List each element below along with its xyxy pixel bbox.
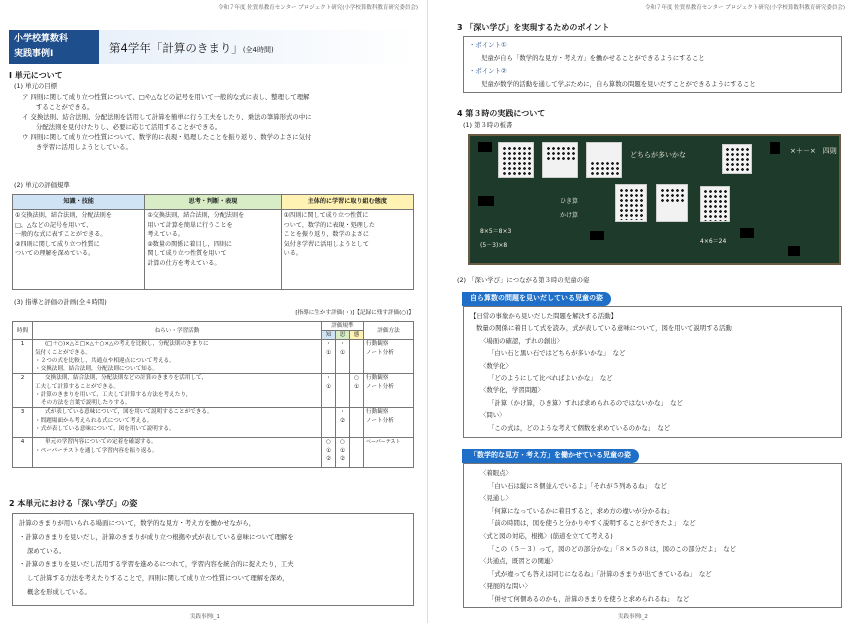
goal-line: き学習に活用しようとしている。 bbox=[36, 143, 132, 151]
plan-shi bbox=[336, 374, 350, 408]
section-4-heading: 4 第３時の実践について bbox=[457, 109, 546, 118]
plan-ki: ・ ① bbox=[322, 374, 336, 408]
stone-grid bbox=[615, 184, 647, 222]
blackboard-photo bbox=[468, 134, 841, 265]
deep-line: 概念を形成している。 bbox=[27, 587, 91, 596]
box-line: 〈数学化〉 bbox=[480, 361, 512, 370]
plan-header-method: 評価方法 bbox=[364, 322, 414, 340]
tag-line1: 小学校算数科 bbox=[14, 34, 69, 44]
plan-line: 工夫して計算することができる。 bbox=[35, 383, 119, 390]
goal-line: 分配法則を見付けたりし、必要に応じて活用することができる。 bbox=[36, 123, 222, 131]
point-1-title: ・ポイント① bbox=[469, 41, 507, 49]
plan-line: 交換法則，結合法則，分配法則などの計算のきまりを活用して， bbox=[45, 375, 208, 382]
plan-header-criteria: 評価規準 bbox=[322, 322, 364, 331]
header-text: 令和７年度 佐賀県教育センター プロジェクト研究(小学校算数科教育研究委員会) bbox=[218, 5, 418, 11]
stone-grid bbox=[542, 142, 578, 178]
section-tag bbox=[9, 30, 99, 64]
deep-learning-heading: (2) 「深い学び」につながる第３時の児童の姿 bbox=[457, 276, 590, 284]
eval-header-knowledge: 知識・技能 bbox=[13, 195, 145, 210]
eval-cell-knowledge bbox=[13, 210, 145, 290]
unit-goal-heading: (1) 単元の目標 bbox=[14, 82, 58, 90]
points-box bbox=[463, 36, 842, 93]
eval-line: ついての理解を深めている。 bbox=[15, 250, 95, 258]
plan-header-shi: 思 bbox=[336, 331, 350, 340]
goal-line: ア 四則に関して成り立つ性質について、□や△などの記号を用いて一般的な式に表し、整理して理解 bbox=[22, 93, 310, 101]
plan-header-ki: 知 bbox=[322, 331, 336, 340]
eval-cell-thinking bbox=[145, 210, 281, 290]
plan-activity bbox=[33, 438, 322, 468]
plan-line: 気付くことができる。 bbox=[35, 349, 91, 356]
redacted-block bbox=[478, 196, 494, 206]
plan-method: 行動観察 ノート分析 bbox=[364, 340, 414, 374]
header-text: 令和７年度 佐賀県教育センター プロジェクト研究(小学校算数科教育研究委員会) bbox=[645, 5, 845, 11]
eval-line: 用いて計算を簡単に行うことを bbox=[147, 221, 233, 229]
box-line: 「計算（かけ算，ひき算）すれば求められるのではないかな」 など bbox=[488, 398, 683, 407]
box-line: 「何算になっているかに着目すると，求め方の違いが分かるね」 bbox=[488, 506, 674, 515]
plan-line: 単元の学習内容についての定着を確認する。 bbox=[45, 439, 157, 446]
board-text: どちらが多いかな bbox=[630, 151, 686, 159]
eval-line: 計算の仕方を考えている。 bbox=[147, 259, 221, 267]
stone-grid bbox=[498, 142, 534, 178]
plan-tai bbox=[350, 438, 364, 468]
box-line: 「併せて何個あるのかも，計算のきまりを使うと求められるね」 など bbox=[488, 594, 690, 603]
eval-line: ことを振り返り，数学のよさに bbox=[283, 231, 369, 239]
plan-hour: 2 bbox=[13, 374, 33, 408]
box-line: 「前の時間は，図を使うと分かりやすく説明することができたよ」 など bbox=[488, 519, 696, 528]
plan-method: ペーパーテスト bbox=[364, 438, 414, 468]
plan-line: その方法を言葉で説明したりする。 bbox=[41, 400, 131, 407]
box-line: 〈問い〉 bbox=[480, 411, 506, 420]
plan-line: ・式が表している意味について，図を用いて説明する。 bbox=[35, 425, 175, 432]
point-1-text: 児童が自ら「数学的な見方・考え方」を働かせることができるようにすること bbox=[481, 54, 705, 62]
title-main: 第4学年「計算のきまり」 bbox=[109, 41, 243, 55]
section-3-heading: 3 「深い学び」を実現するためのポイント bbox=[457, 23, 610, 32]
plan-hour: 1 bbox=[13, 340, 33, 374]
plan-line: ・問題場面から考えられる式について考える。 bbox=[35, 417, 153, 424]
box-line: 「どのようにして比べればよいかな」 など bbox=[488, 374, 613, 383]
box-line: 「白い石と黒い石ではどちらが多いかな」 など bbox=[488, 349, 626, 358]
plan-header-activity: ねらい・学習活動 bbox=[33, 322, 322, 340]
redacted-block bbox=[590, 231, 604, 240]
board-text: ×＋－× 四則 bbox=[790, 147, 837, 155]
eval-line: ①交換法則，結合法則，分配法則を bbox=[15, 212, 112, 219]
plan-line: ・交換法則，結合法則，分配法則について知る。 bbox=[35, 366, 158, 373]
view-thinking-box bbox=[463, 463, 842, 608]
goal-line: イ 交換法則、結合法則、分配法則を活用して計算を簡単に行う工夫をしたり、乗法の筆算形式の中に bbox=[22, 113, 312, 121]
redacted-block bbox=[478, 142, 492, 152]
plan-header-tai: 態 bbox=[350, 331, 364, 340]
plan-line: 式が表している意味について，図を用いて説明することができる。 bbox=[45, 409, 213, 416]
box-line: 〈数学化，学習問題〉 bbox=[480, 386, 544, 395]
deep-line: ・計算のきまりを見いだし，計算のきまりが成り立つ根拠や式が表している意味について理解を bbox=[19, 532, 294, 541]
plan-shi: ・ ① bbox=[336, 340, 350, 374]
plan-method: 行動観察 ノート分析 bbox=[364, 374, 414, 408]
eval-header-thinking: 思考・判断・表現 bbox=[145, 195, 281, 210]
eval-line: ②数量の関係に着目し，四則に bbox=[147, 240, 233, 248]
box-line: 〈見通し〉 bbox=[480, 494, 512, 503]
plan-activity bbox=[33, 374, 322, 408]
plan-activity bbox=[33, 408, 322, 438]
eval-line: ①交換法則，結合法則，分配法則を bbox=[147, 212, 245, 219]
eval-line: 関して成り立つ性質を用いて bbox=[147, 250, 227, 258]
plan-activity bbox=[33, 340, 322, 374]
plan-hour: 4 bbox=[13, 438, 33, 468]
eval-header-attitude: 主体的に学習に取り組む態度 bbox=[281, 195, 413, 210]
goal-line: ウ 四則に関して成り立つ性質について、数学的に表現・処理したことを振り返り、数学のよさに気付 bbox=[22, 133, 312, 141]
stone-grid bbox=[722, 144, 752, 174]
page-footer: 実践事例Ⅰ_1 bbox=[190, 614, 220, 620]
page-title bbox=[109, 40, 274, 56]
page-footer: 実践事例Ⅰ_2 bbox=[618, 614, 648, 620]
box-line: 「白い石は縦に８個並んでいるよ」「それが５列あるね」 など bbox=[488, 481, 667, 490]
eval-line: ついて，数学的に表現・処理した bbox=[283, 221, 375, 229]
eval-line: 考えている。 bbox=[147, 231, 184, 239]
eval-line: 気付き学習に活用しようとして bbox=[283, 240, 369, 248]
box-line: 〈着眼点〉 bbox=[480, 469, 512, 477]
box-line: 〈共通点，既習との関連〉 bbox=[480, 557, 557, 566]
problem-finding-box bbox=[463, 306, 842, 438]
plan-line: (□＋○)×△と□×△＋○×△の考えを比較し，分配法則のきまりに bbox=[45, 341, 209, 348]
deep-line: ・計算のきまりを見いだし活用する学習を進めるにつれて，学習内容を統合的に捉えたり，工夫 bbox=[19, 560, 294, 569]
deep-line: 計算のきまりが用いられる場面について，数学的な見方・考え方を働かせながら， bbox=[19, 519, 256, 527]
box-line: 〈発展的な問い〉 bbox=[480, 582, 532, 591]
plan-method: 行動観察 ノート分析 bbox=[364, 408, 414, 438]
board-text: 4×6＝24 bbox=[700, 238, 727, 245]
section-1-heading: Ⅰ 単元について bbox=[9, 71, 63, 80]
box-line: 数量の関係に着目して式を読み，式が表している意味について，図を用いて説明する活動 bbox=[476, 324, 732, 333]
board-text: かけ算 bbox=[560, 212, 579, 219]
redacted-block bbox=[770, 142, 780, 154]
eval-line: □、△などの記号を用いて、 bbox=[15, 221, 93, 229]
eval-line: ①四則に関して成り立つ性質に bbox=[283, 212, 369, 219]
deep-line: して計算する方法を考えたりすることで，四則に関して成り立つ性質について理解を深め， bbox=[27, 574, 289, 583]
board-text: 8×5＝8×3 bbox=[480, 228, 512, 235]
deep-learning-box bbox=[12, 513, 414, 606]
plan-line: ・２つの式を比較し，共通点や相違点について考える。 bbox=[35, 357, 175, 364]
section-2-heading: 2 本単元における「深い学び」の姿 bbox=[9, 499, 138, 508]
plan-shi: ○ ① ② bbox=[336, 438, 350, 468]
box-line: 〈場面の確認，ずれの創出〉 bbox=[480, 336, 564, 345]
deep-line: 深めている。 bbox=[27, 546, 66, 555]
goal-list bbox=[22, 92, 312, 152]
plan-table bbox=[12, 321, 414, 468]
plan-tai bbox=[350, 408, 364, 438]
board-text: ひき算 bbox=[560, 198, 579, 205]
box-line: 「式が違っても答えは同じになるね」「計算のきまりが出てきているね」 など bbox=[488, 569, 712, 578]
eval-cell-attitude bbox=[281, 210, 413, 290]
point-2-text: 児童が数学的活動を通して学ぶために，自ら算数の問題を見いだすことができるようにすること bbox=[481, 80, 756, 88]
plan-line: ・ペーパーテストを通して学習内容を振り返る。 bbox=[35, 447, 158, 454]
plan-ki: ・ ① bbox=[322, 340, 336, 374]
eval-line: 一般的な式に表すことができる。 bbox=[15, 231, 107, 239]
point-2-title: ・ポイント② bbox=[469, 67, 507, 75]
title-hours: (全4時間) bbox=[242, 46, 274, 54]
stone-grid bbox=[586, 142, 622, 178]
page-left bbox=[0, 0, 426, 623]
box-line: 「この（５－３）って，図のどの部分かな」「８×５の８は，図のこの部分だよ」 など bbox=[488, 544, 737, 553]
problem-finding-label: 自ら算数の問題を見いだしている児童の姿 bbox=[462, 292, 611, 306]
eval-line: いる。 bbox=[283, 250, 302, 258]
plan-heading: (3) 指導と評価の計画(全４時間) bbox=[14, 298, 107, 306]
stone-grid bbox=[656, 184, 688, 222]
eval-line: ②四則に関して成り立つ性質に bbox=[15, 240, 100, 248]
tag-line2: 実践事例Ⅰ bbox=[14, 49, 54, 59]
plan-line: ・計算のきまりを用いて，工夫して計算する方法を考えたり， bbox=[35, 391, 192, 398]
redacted-block bbox=[740, 228, 754, 238]
plan-tai bbox=[350, 340, 364, 374]
plan-hour: 3 bbox=[13, 408, 33, 438]
plan-ki bbox=[322, 408, 336, 438]
box-line: 「この式は，どのような考えて個数を求めているのかな」 など bbox=[488, 423, 671, 432]
plan-note: [指導に生かす評価(・)]【記録に残す評価(○)】 bbox=[295, 310, 414, 316]
plan-tai: ○ ① bbox=[350, 374, 364, 408]
plan-ki: ○ ① ② bbox=[322, 438, 336, 468]
redacted-block bbox=[788, 246, 800, 256]
board-heading: (1) 第３時の板書 bbox=[463, 121, 513, 129]
plan-header-hour: 時間 bbox=[13, 322, 33, 340]
stone-grid bbox=[700, 186, 730, 222]
box-line: 【日常の事象から見いだした問題を解決する活動】 bbox=[470, 312, 617, 320]
board-text: (5－3)×8 bbox=[480, 242, 508, 249]
goal-line: することができる。 bbox=[36, 103, 94, 111]
box-line: 〈式と図の対応，根拠〉(筋道を立てて考える) bbox=[480, 531, 613, 540]
eval-criteria-heading: (2) 単元の評価規準 bbox=[14, 181, 70, 189]
view-thinking-label: 「数学的な見方・考え方」を働かせている児童の姿 bbox=[462, 449, 639, 463]
eval-criteria-table bbox=[12, 194, 414, 290]
plan-shi: ・ ② bbox=[336, 408, 350, 438]
